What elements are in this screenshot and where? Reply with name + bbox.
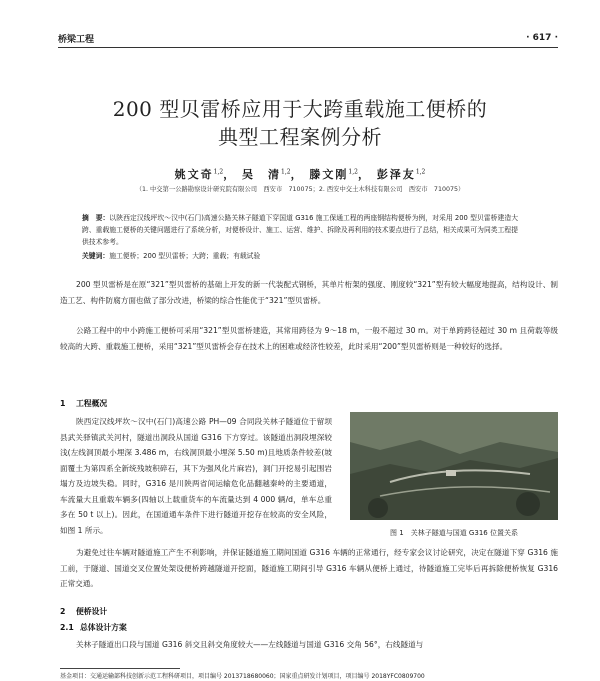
figure-1-photo [350,412,558,520]
author-affil-sup: 1,2 [415,168,426,176]
abstract-block [82,212,518,262]
subsection-number: 2.1 [60,623,74,632]
intro-paragraph-2: 公路工程中的中小跨施工便桥可采用“321”型贝雷桥建造，其常用跨径为 9～18 m，一般不超过 30 m。对于单跨跨径超过 30 m 且荷载等级较高的大跨、重载施工便桥，采用“321”型贝雷桥会存在技术上的困难或经济性较差，此时采用“200”型贝雷桥则是一种较好的选择。 [60,326,558,351]
keywords-line [82,250,518,262]
author-affil-sup: 1,2 [281,168,291,176]
section-2-paragraph: 关林子隧道出口段与国道 G316 斜交且斜交角度较大——左线隧道与国道 G316 交角 56°，右线隧道与 [76,640,424,649]
section-1-paragraph-1: 陕西定汉线坪坎～汉中(石门)高速公路 PH—09 合同段关林子隧道位于留坝县武关驿镇武关河村，隧道出洞段从国道 G316 下方穿过。该隧道出洞段埋深较浅(左线洞顶最小埋深 3.486 m，右线洞顶最小埋深 5.50 m)且地质条件较差(坡面覆土为第四系全新统残坡积碎石，其下为强风化片麻岩)，洞门开挖易引起围岩塌方及边坡失稳。同时，G316 是川陕两省间运输危化品翻越秦岭的主要通道，车流量大且重载车辆多(四轴以上载重货车的车流量达到 4 000 辆/d，单车总重多在 50 t 以上)。因此，在国道通车条件下进行隧道开挖存在较高的安全风险，如图 1 所示。 [60,417,332,535]
author-name: 姚文奇 [174,168,214,181]
figure-1-site-photo [350,412,558,520]
keywords-text: 施工便桥；200 型贝雷桥；大跨；重载；有载试验 [109,252,261,260]
author-name: 彭泽友 [376,168,416,181]
keywords-label: 关键词： [82,252,110,260]
subsection-2-1-heading [60,622,127,633]
figure-1-caption: 图 1 关林子隧道与国道 G316 位置关系 [390,529,518,537]
section-title: 工程概况 [76,399,108,408]
section-title: 便桥设计 [76,607,108,616]
funding-footnote: 基金项目：交通运输部科技创新示范工程科研项目，项目编号 2013718680060；国家重点研发计划项目，项目编号 2018YFC0809700 [60,673,425,680]
author-name: 滕文刚 [309,168,349,181]
journal-name: 桥梁工程 [58,34,95,45]
abstract-label: 摘 要： [82,214,110,222]
author-list: 姚文奇$^{1,2}$， 吴 清$^{1,2}$， 滕文刚$^{1,2}$， 彭泽友$^{1,2}$ [174,168,426,181]
affiliation: （1. 中交第一公路勘察设计研究院有限公司 西安市 710075；2. 西安中交土木科技有限公司 西安市 710075） [135,186,465,193]
title-line-2: 典型工程案例分析 [218,125,382,149]
section-number: 2 [60,607,66,616]
author-affil-sup: 1,2 [213,168,224,176]
intro-paragraph-1: 200 型贝雷桥是在原“321”型贝雷桥的基础上开发的新一代装配式钢桥，其单片桁架的强度、刚度较“321”型有较大幅度地提高，结构设计、制造工艺、构件防腐方面也做了部分改进，桥梁的综合性能优于“321”型贝雷桥。 [60,280,558,305]
author-name: 吴 清 [242,168,282,181]
title-line-1: 200 型贝雷桥应用于大跨重载施工便桥的 [112,97,488,121]
page-number: · 617 · [526,33,558,43]
abstract-text: 以陕西定汉线坪坎～汉中(石门)高速公路关林子隧道下穿国道 G316 施工保通工程的两座钢结构便桥为例，对采用 200 型贝雷桥建造大跨、重载施工便桥的关键问题进行了系统分析，对便桥设计、施工、运营、维护、拆除及再利用的技术要点进行了总结，相关成果可为同类工程提供技术参考。 [82,214,518,246]
running-head [58,30,558,46]
section-number: 1 [60,399,66,408]
footnote-rule [60,668,180,669]
header-rule [58,47,558,48]
section-1-paragraph-2: 为避免过往车辆对隧道施工产生不利影响，并保证隧道施工期间国道 G316 车辆的正常通行，经专家会议讨论研究，决定在隧道下穿 G316 施工前，于隧道、国道交叉位置处架设便桥跨越隧道开挖面，隧道施工期间引导 G316 车辆从便桥上通过，待隧道施工完毕后再拆除便桥恢复 G316 正常交通。 [60,548,558,588]
section-2-heading [60,606,107,617]
subsection-title: 总体设计方案 [80,623,127,632]
abstract-paragraph [82,212,518,248]
author-affil-sup: 1,2 [348,168,358,176]
article-title [60,95,540,151]
section-1-heading [60,398,107,409]
